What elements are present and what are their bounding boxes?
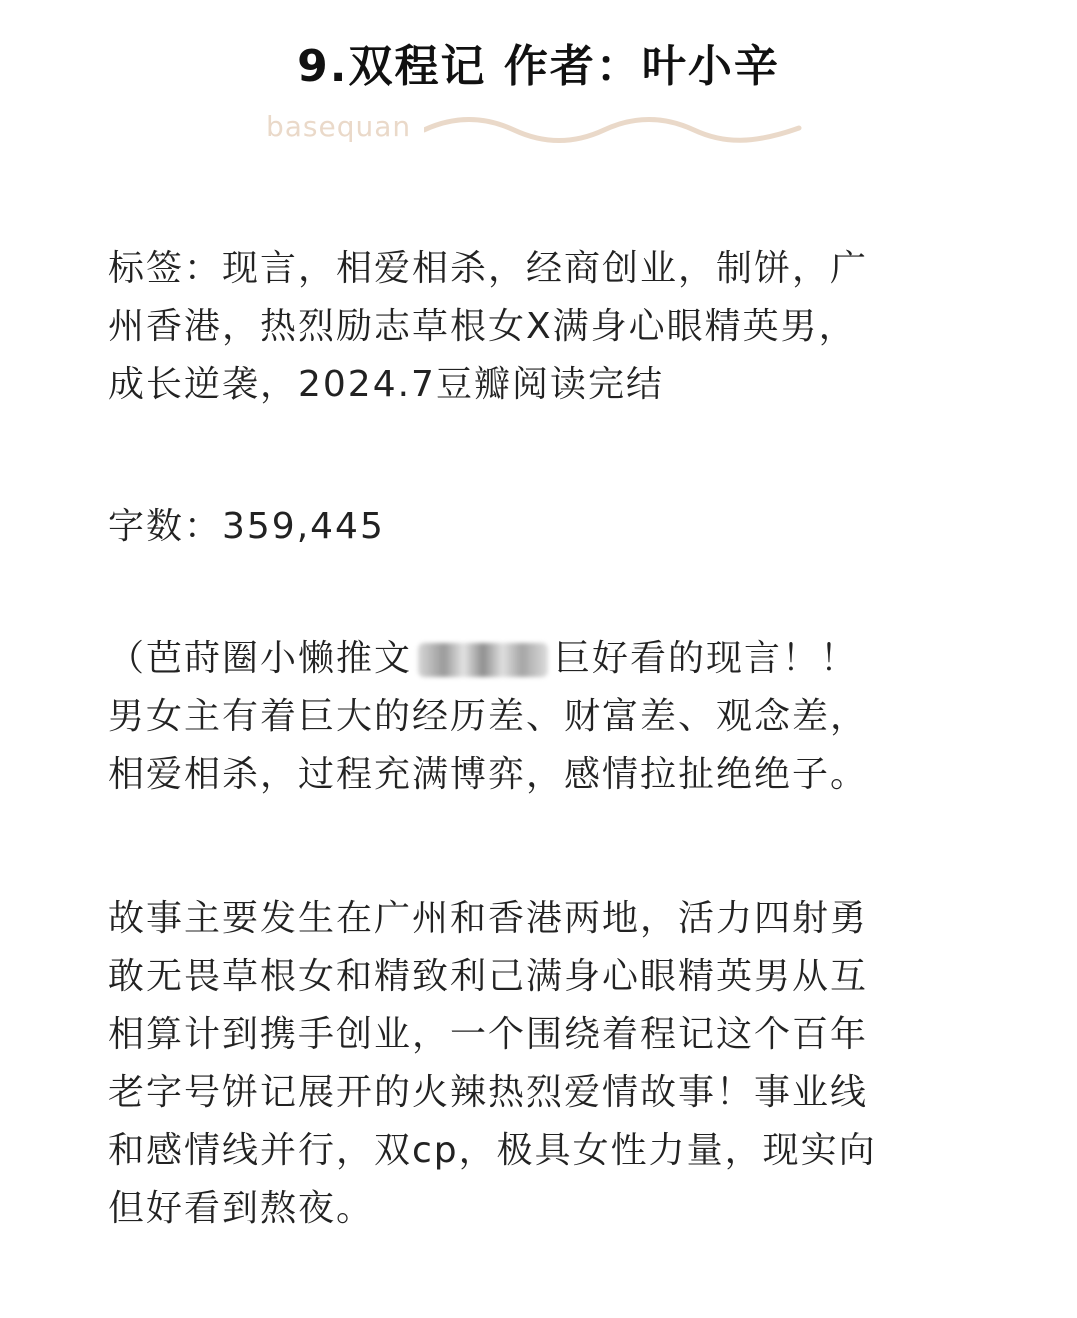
tags-paragraph: 标签：现言，相爱相杀，经商创业，制饼，广 州香港，热烈励志草根女X满身心眼精英男， 成长逆袭，2024.7豆瓣阅读完结	[108, 248, 869, 405]
intro-paragraph	[108, 630, 978, 804]
story-paragraph: 故事主要发生在广州和香港两地，活力四射勇 敢无畏草根女和精致利己满身心眼精英男从互 相算计到携手创业，一个围绕着程记这个百年 老字号饼记展开的火辣热烈爱情故事！事业线 和感情线并行，双cp，极具女性力量，现实向 但好看到熬夜。	[108, 898, 877, 1229]
blurred-redaction-icon	[418, 643, 548, 677]
word-count-paragraph: 字数：359,445	[108, 506, 385, 547]
watermark-row	[266, 108, 806, 148]
watermark-text: basequan	[266, 110, 412, 143]
intro-text-start: （芭莳圈小懒推文	[108, 638, 413, 679]
wave-decoration-icon	[424, 112, 804, 146]
post-title: 9.双程记 作者：叶小辛	[297, 41, 780, 92]
intro-text-rest: 巨好看的现言！！ 男女主有着巨大的经历差、财富差、观念差， 相爱相杀，过程充满博弈，感情拉扯绝绝子。	[108, 638, 869, 795]
